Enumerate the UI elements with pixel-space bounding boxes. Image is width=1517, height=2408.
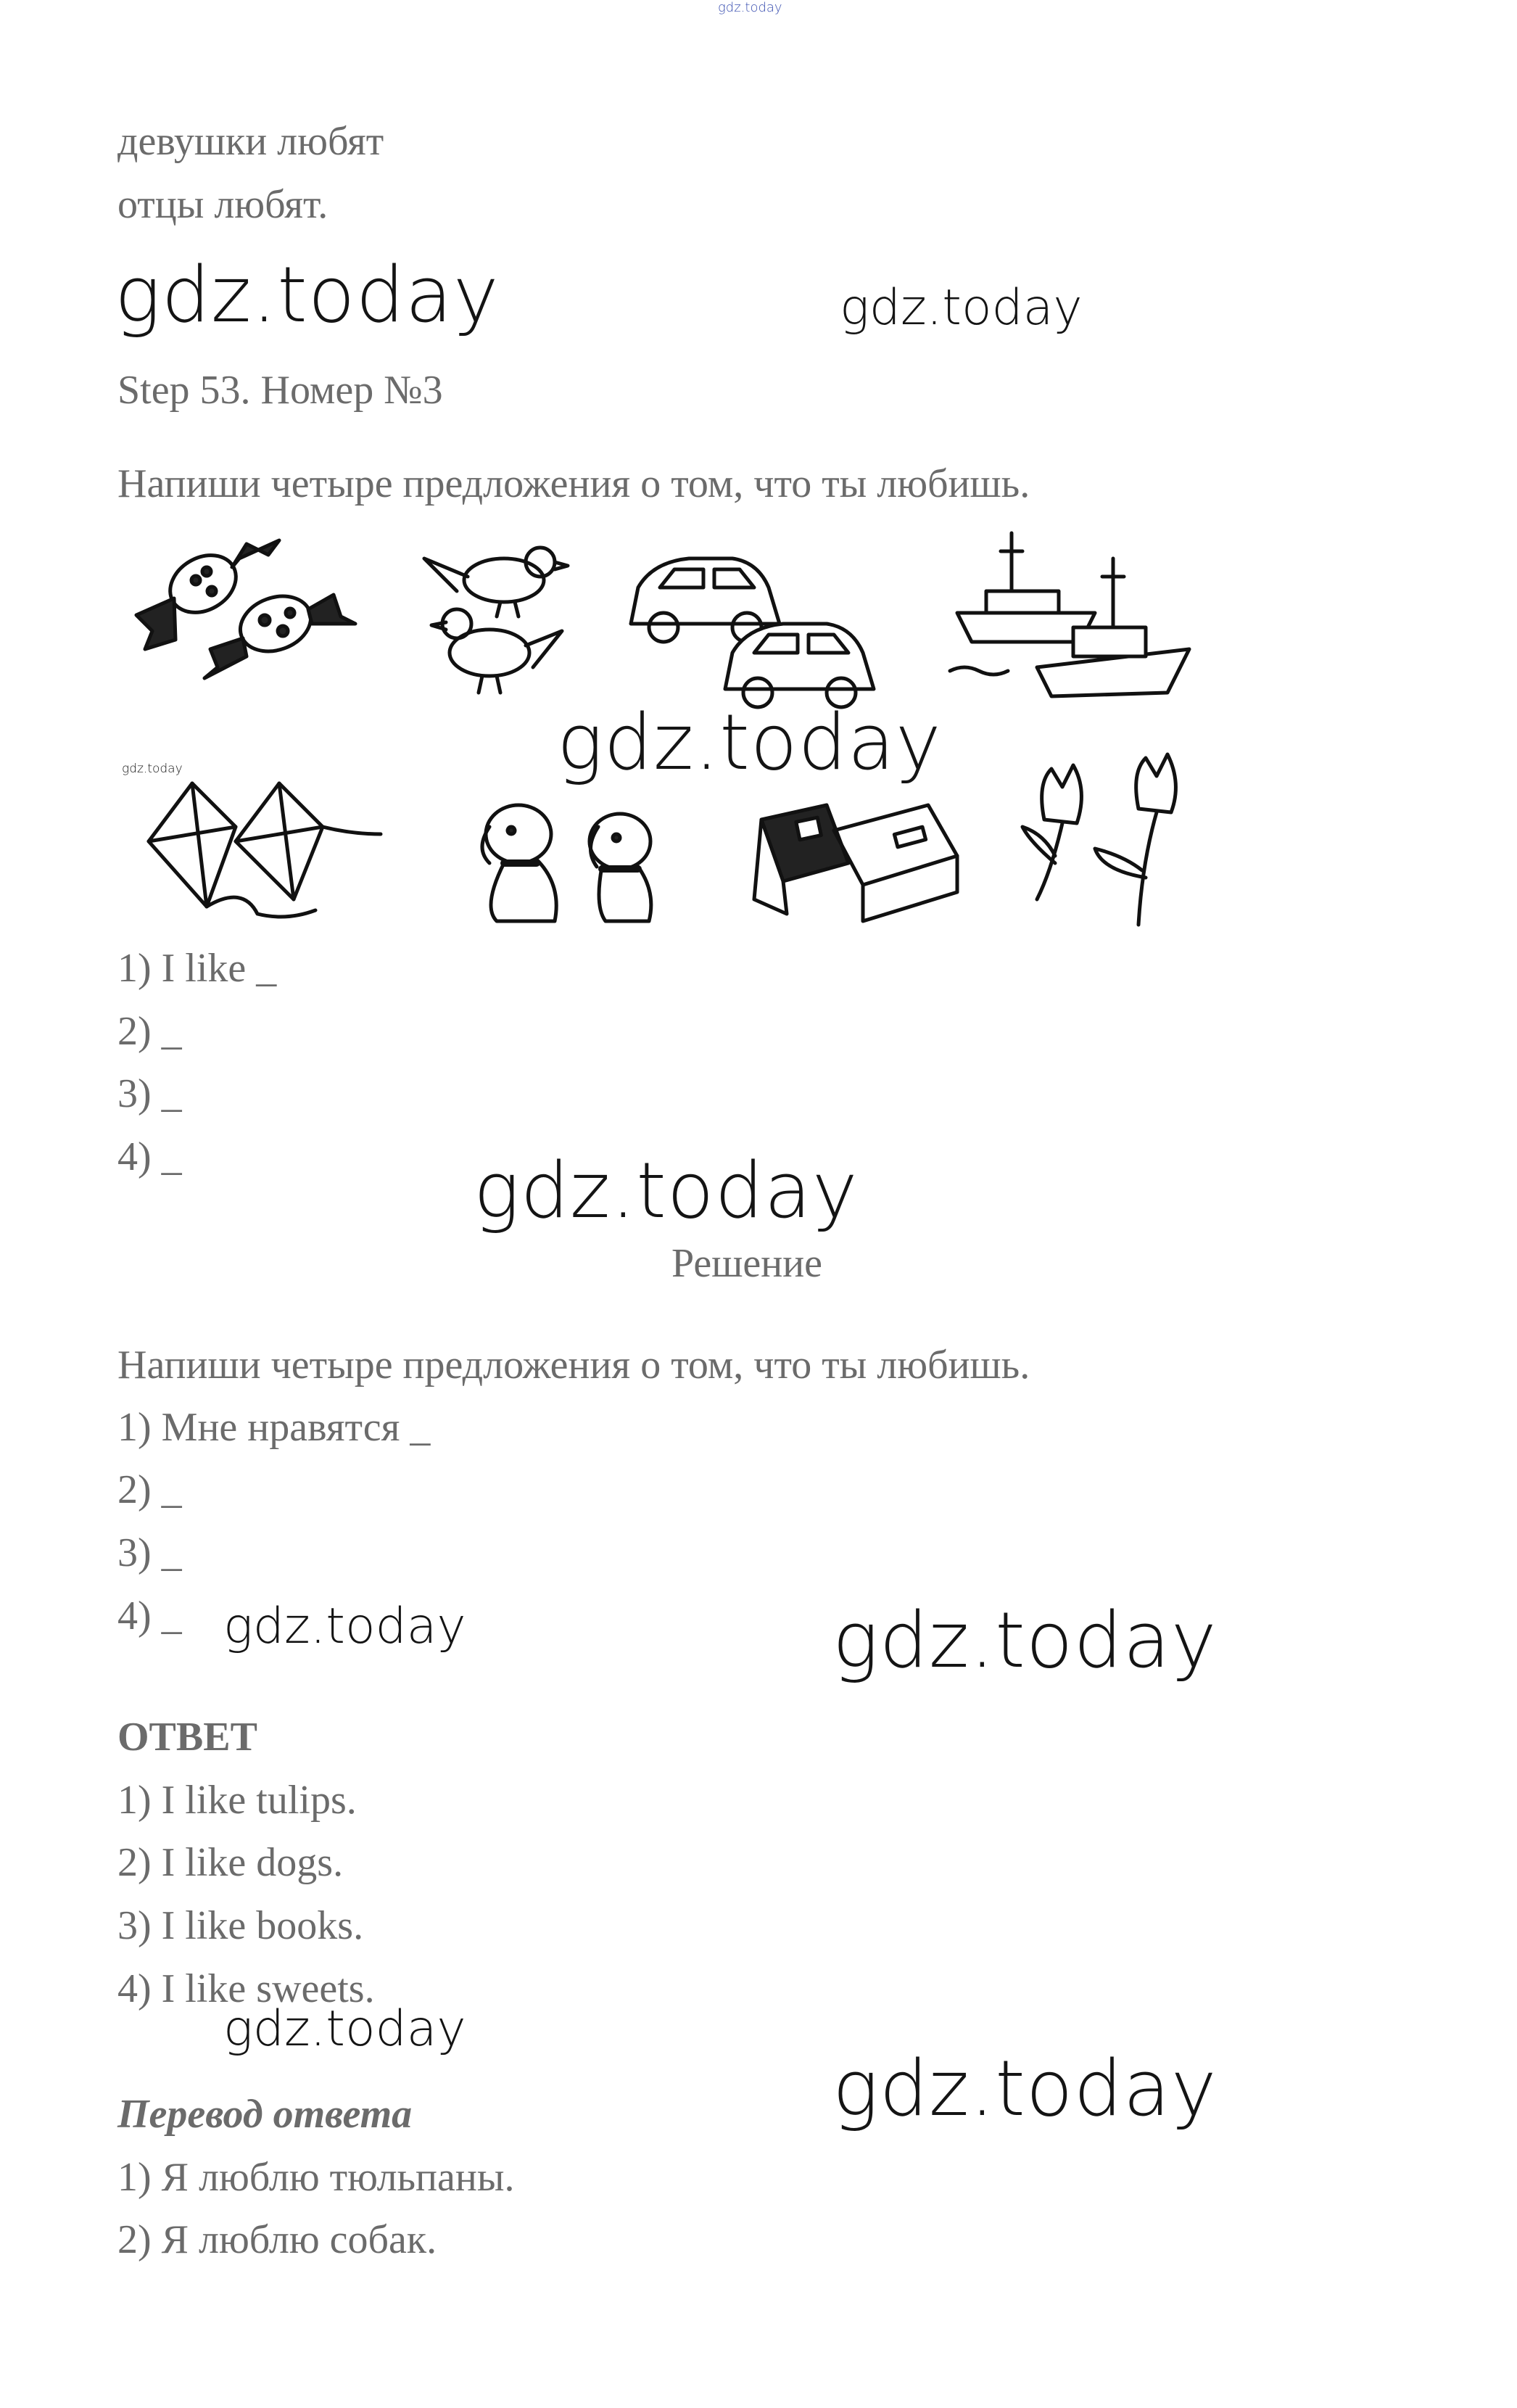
translation-heading: Перевод ответа [117, 2092, 413, 2137]
dogs-picture [453, 783, 678, 928]
watermark-top: gdz.today [718, 0, 782, 15]
watermark: gdz.today [840, 279, 1083, 337]
solution-instruction: Напиши четыре предложения о том, что ты любишь. [117, 1343, 1030, 1388]
solution-line-2: 2) _ [117, 1467, 182, 1512]
watermark: gdz.today [115, 250, 500, 339]
watermark: gdz.today [832, 1596, 1218, 1685]
birds-picture [417, 537, 576, 704]
translation-line-2: 2) Я люблю собак. [117, 2217, 437, 2262]
task-line-2: 2) _ [117, 1009, 182, 1054]
watermark: gdz.today [832, 2044, 1218, 2133]
solution-line-1: 1) Мне нравятся _ [117, 1405, 431, 1450]
tulips-picture [1022, 754, 1204, 928]
translation-line-1: 1) Я люблю тюльпаны. [117, 2155, 515, 2200]
cars-picture [624, 544, 877, 704]
answer-line-1: 1) I like tulips. [117, 1778, 357, 1823]
sweets-icon [123, 529, 363, 696]
solution-line-4: 4) _ [117, 1593, 182, 1638]
answer-line-2: 2) I like dogs. [117, 1840, 344, 1885]
watermark: gdz.today [223, 1598, 466, 1655]
solution-heading: Решение [671, 1241, 823, 1286]
tulips-icon [1022, 754, 1204, 928]
birds-icon [417, 537, 576, 704]
task-line-3: 3) _ [117, 1071, 182, 1116]
answer-line-3: 3) I like books. [117, 1903, 364, 1948]
watermark-tiny: gdz.today [122, 762, 183, 776]
task-line-1: 1) I like _ [117, 946, 277, 991]
intro-line-1: девушки любят [117, 119, 384, 164]
dogs-icon [453, 783, 678, 928]
watermark: gdz.today [474, 1146, 859, 1235]
ships-icon [950, 526, 1196, 707]
kites-picture [141, 776, 388, 921]
solution-line-3: 3) _ [117, 1530, 182, 1575]
kites-icon [141, 776, 388, 921]
cars-icon [624, 544, 877, 704]
task-line-4: 4) _ [117, 1134, 182, 1179]
answer-heading: ОТВЕТ [117, 1715, 257, 1760]
sweets-picture [123, 529, 363, 696]
books-picture [747, 791, 964, 921]
task-instruction: Напиши четыре предложения о том, что ты любишь. [117, 461, 1030, 506]
ships-picture [950, 526, 1196, 707]
watermark: gdz.today [223, 2000, 466, 2058]
answer-line-4: 4) I like sweets. [117, 1966, 375, 2011]
books-icon [747, 791, 964, 921]
intro-line-2: отцы любят. [117, 182, 328, 227]
watermark: gdz.today [557, 698, 942, 787]
task-title: Step 53. Номер №3 [117, 368, 443, 413]
